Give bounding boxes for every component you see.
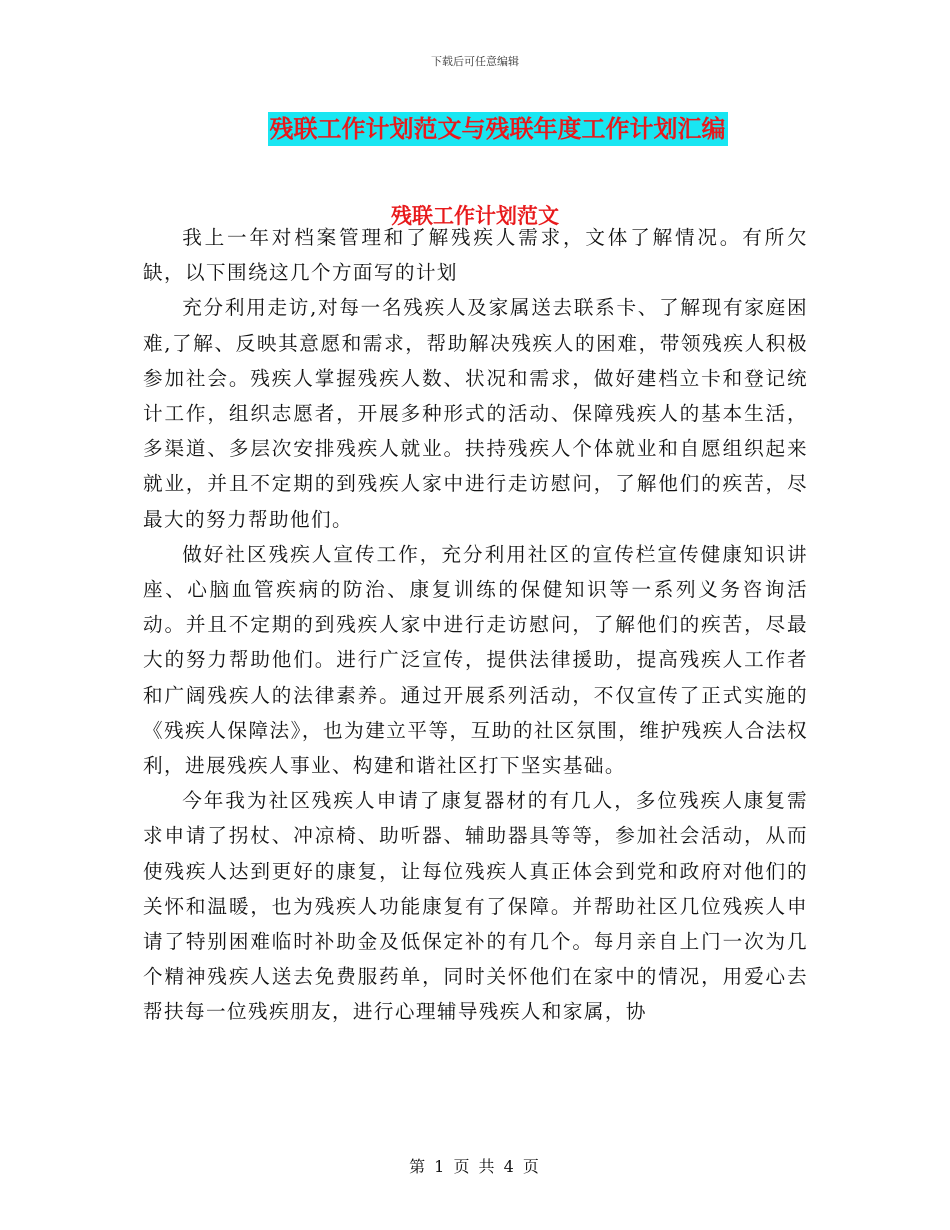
main-title: 残联工作计划范文与残联年度工作计划汇编 (268, 112, 728, 146)
paragraph-3: 做好社区残疾人宣传工作，充分利用社区的宣传栏宣传健康知识讲座、心脑血管疾病的防治、康复训练的保健知识等一系列义务咨询活动。并且不定期的到残疾人家中进行走访慰问，了解他们的疾苦，尽最大的努力帮助他们。进行广泛宣传，提供法律援助，提高残疾人工作者和广阔残疾人的法律素养。通过开展系列活动，不仅宣传了正式实施的《残疾人保障法》，也为建立平等，互助的社区氛围，维护残疾人合法权利，进展残疾人事业、构建和谐社区打下坚实基础。 (143, 542, 808, 778)
main-title-container (0, 112, 950, 146)
paragraph-1: 我上一年对档案管理和了解残疾人需求，文体了解情况。有所欠缺，以下围绕这几个方面写的计划 (143, 226, 808, 285)
page-number-footer: 第 1 页 共 4 页 (409, 1157, 541, 1176)
header-note: 下载后可任意编辑 (431, 55, 519, 68)
document-body (143, 220, 808, 1030)
paragraph-2: 充分利用走访,对每一名残疾人及家属送去联系卡、了解现有家庭困难,了解、反映其意愿和需求，帮助解决残疾人的困难，带领残疾人积极参加社会。残疾人掌握残疾人数、状况和需求，做好建档立卡和登记统计工作，组织志愿者，开展多种形式的活动、保障残疾人的基本生活，多渠道、多层次安排残疾人就业。扶持残疾人个体就业和自愿组织起来就业，并且不定期的到残疾人家中进行走访慰问，了解他们的疾苦，尽最大的努力帮助他们。 (143, 296, 808, 531)
paragraph-4: 今年我为社区残疾人申请了康复器材的有几人，多位残疾人康复需求申请了拐杖、冲凉椅、助听器、辅助器具等等，参加社会活动，从而使残疾人达到更好的康复，让每位残疾人真正体会到党和政府对他们的关怀和温暖，也为残疾人功能康复有了保障。并帮助社区几位残疾人申请了特别困难临时补助金及低保定补的有几个。每月亲自上门一次为几个精神残疾人送去免费服药单，同时关怀他们在家中的情况，用爱心去帮扶每一位残疾朋友，进行心理辅导残疾人和家属，协 (143, 789, 808, 1024)
section-title: 残联工作计划范文 (391, 204, 559, 228)
